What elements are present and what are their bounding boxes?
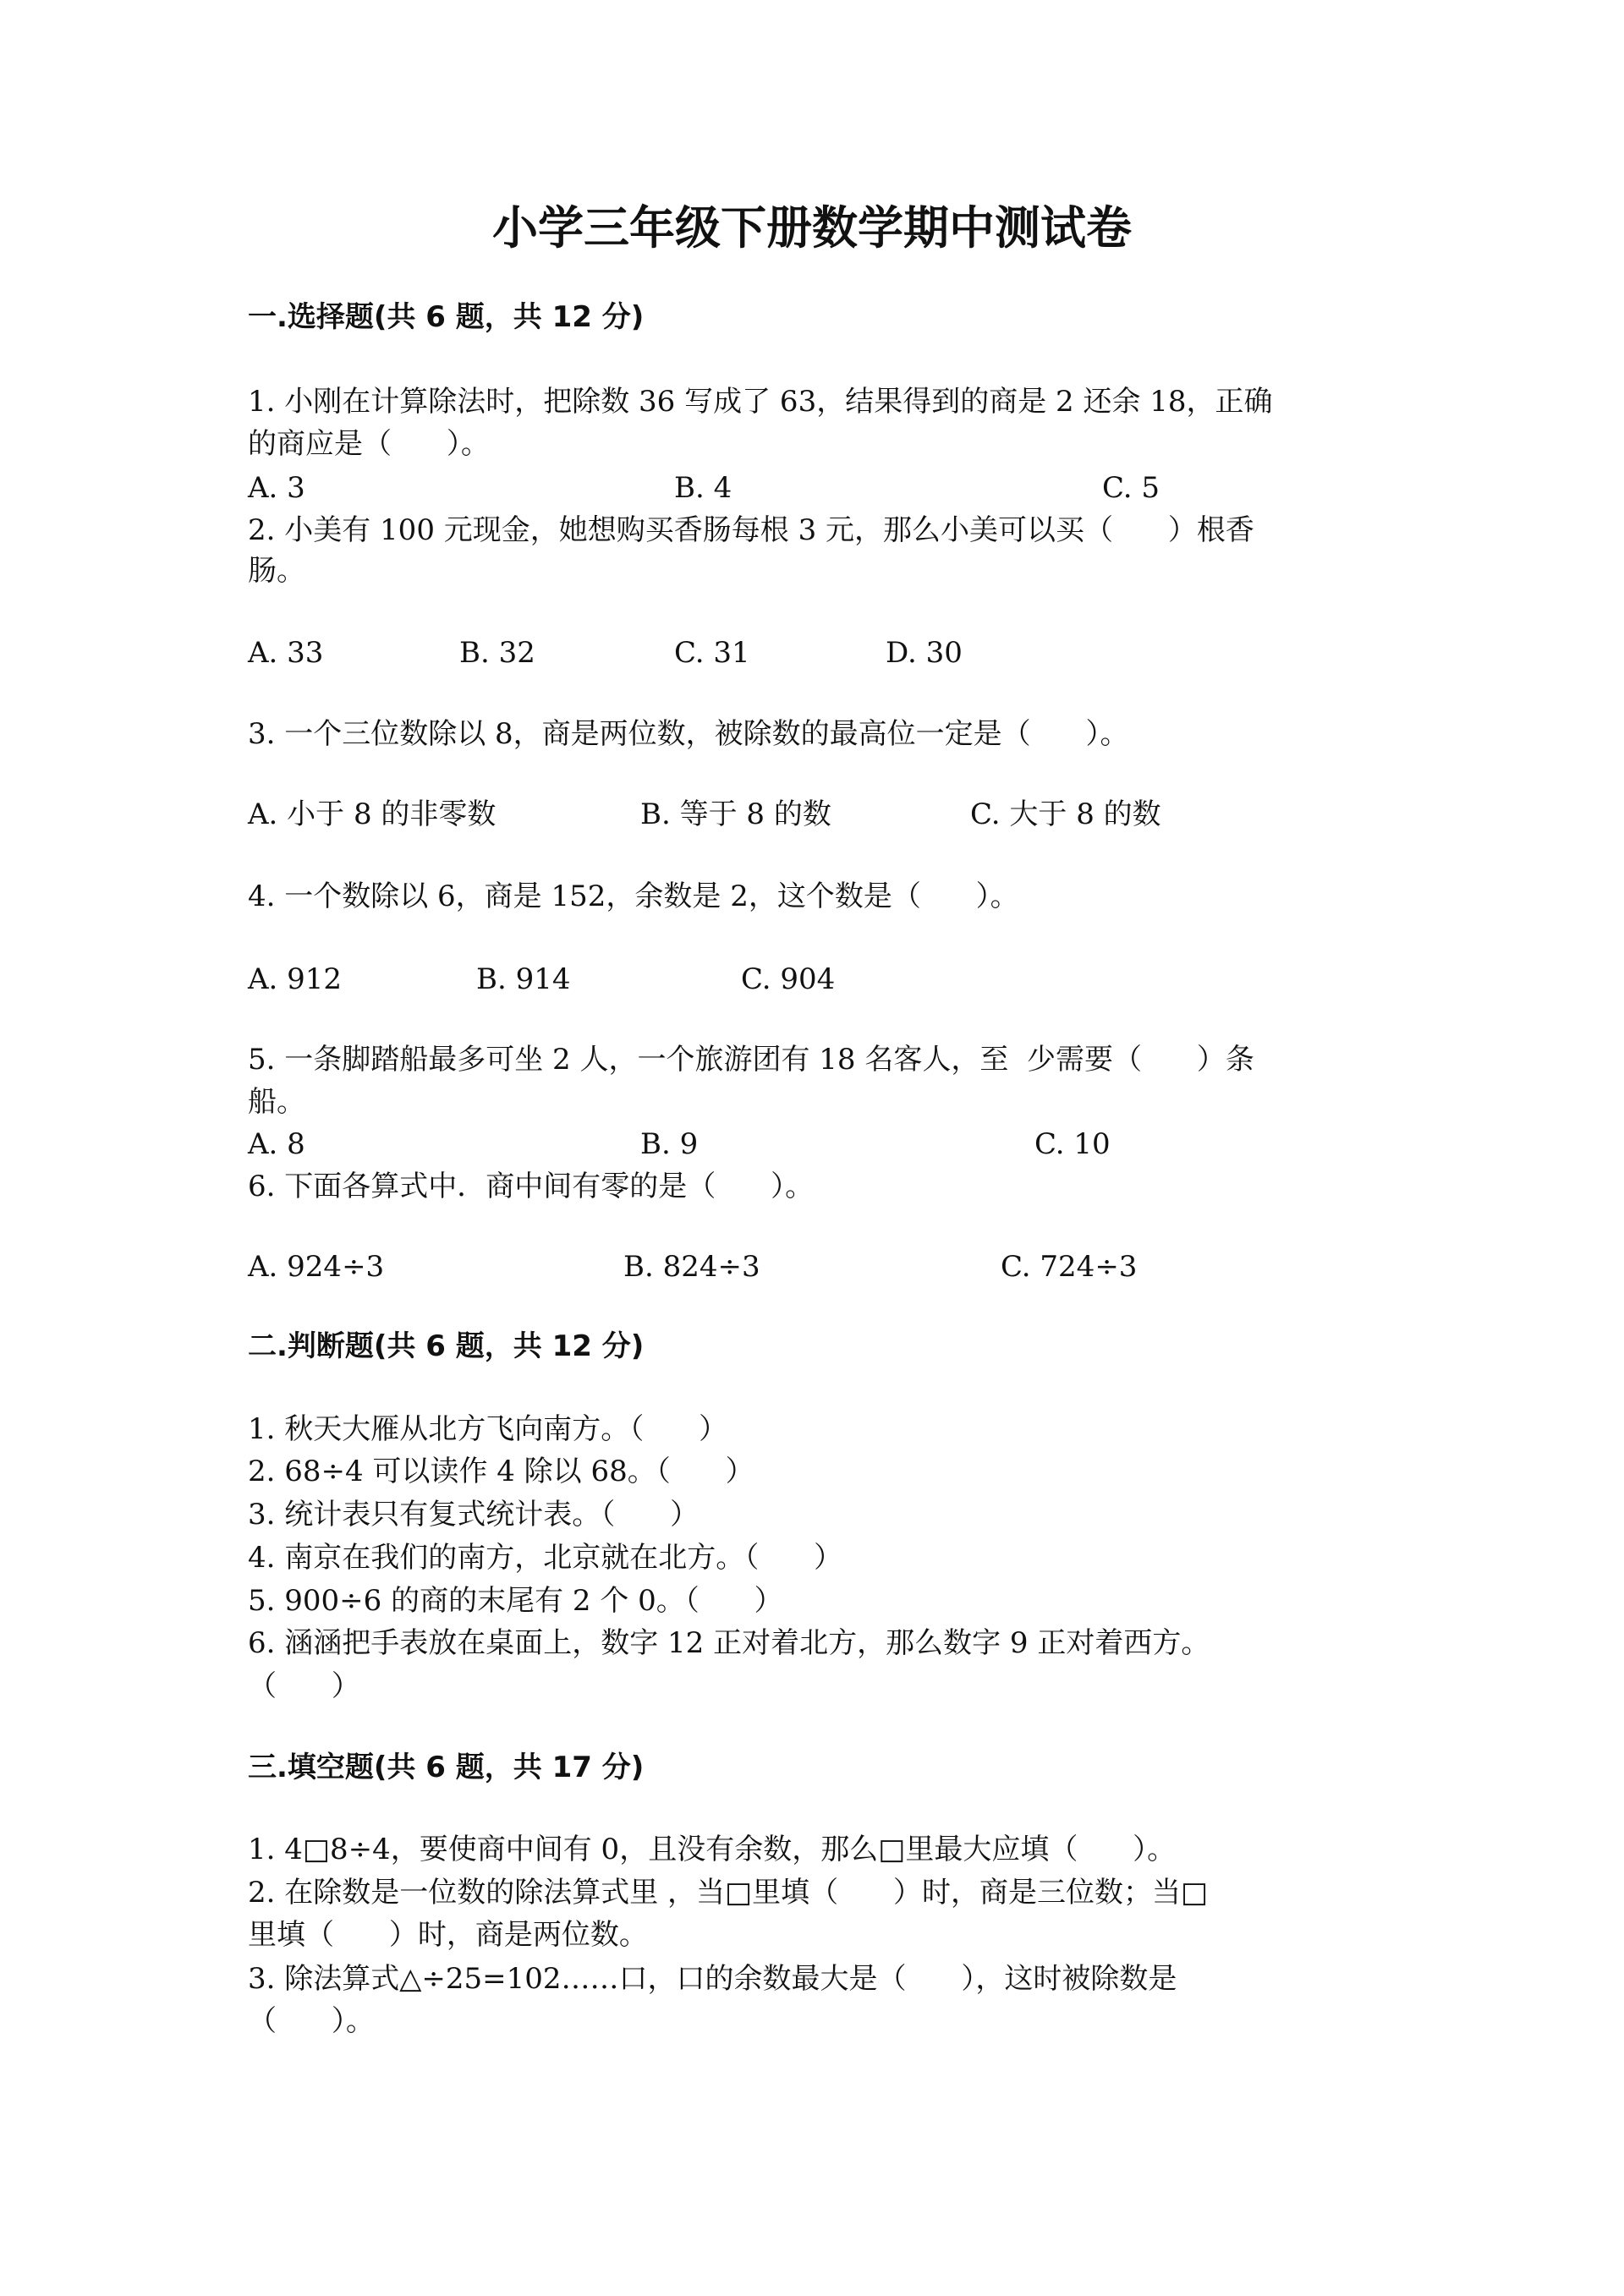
question-line: 4. 一个数除以 6，商是 152，余数是 2，这个数是（ ）。 <box>248 879 1019 913</box>
option-b: B. 914 <box>476 962 571 996</box>
option-c: C. 724÷3 <box>1001 1250 1138 1284</box>
fill-line: （ ）。 <box>248 2004 375 2038</box>
question-line: 船。 <box>248 1085 305 1119</box>
judge-line: 5. 900÷6 的商的末尾有 2 个 0。（ ） <box>248 1584 783 1618</box>
question-line: 6. 下面各算式中．商中间有零的是（ ）。 <box>248 1170 815 1203</box>
option-b: B. 9 <box>640 1127 699 1161</box>
question-line: 的商应是（ ）。 <box>248 427 490 461</box>
section-heading-choice: 一.选择题(共 6 题，共 12 分) <box>248 300 645 334</box>
option-a: A. 924÷3 <box>248 1250 385 1284</box>
fill-line: 里填（ ）时，商是两位数。 <box>248 1918 648 1952</box>
option-a: A. 8 <box>248 1127 305 1161</box>
option-b: B. 等于 8 的数 <box>640 797 831 831</box>
question-line: 2. 小美有 100 元现金，她想购买香肠每根 3 元，那么小美可以买（ ）根香 <box>248 513 1254 547</box>
question-line: 3. 一个三位数除以 8，商是两位数，被除数的最高位一定是（ ）。 <box>248 717 1129 751</box>
judge-line: 6. 涵涵把手表放在桌面上，数字 12 正对着北方，那么数字 9 正对着西方。 <box>248 1626 1210 1660</box>
option-c: C. 10 <box>1034 1127 1111 1161</box>
judge-line: （ ） <box>248 1669 360 1703</box>
judge-line: 4. 南京在我们的南方，北京就在北方。（ ） <box>248 1541 843 1575</box>
option-a: A. 33 <box>248 636 324 670</box>
option-c: C. 31 <box>674 636 750 670</box>
option-a: A. 912 <box>248 962 343 996</box>
question-line: 肠。 <box>248 554 305 588</box>
section-heading-fill: 三.填空题(共 6 题，共 17 分) <box>248 1751 645 1784</box>
fill-line: 1. 4□8÷4，要使商中间有 0，且没有余数，那么□里最大应填（ ）。 <box>248 1833 1177 1866</box>
option-b: B. 32 <box>459 636 535 670</box>
question-line: 5. 一条脚踏船最多可坐 2 人，一个旅游团有 18 名客人，至 少需要（ ）条 <box>248 1043 1254 1077</box>
judge-line: 3. 统计表只有复式统计表。（ ） <box>248 1498 700 1532</box>
option-d: D. 30 <box>886 636 963 670</box>
option-c: C. 大于 8 的数 <box>970 797 1161 831</box>
question-line: 1. 小刚在计算除法时，把除数 36 写成了 63，结果得到的商是 2 还余 18，正确 <box>248 385 1273 419</box>
option-c: C. 5 <box>1102 471 1160 505</box>
fill-line: 3. 除法算式△÷25=102……口，口的余数最大是（ ），这时被除数是 <box>248 1962 1177 1996</box>
page-title: 小学三年级下册数学期中测试卷 <box>492 201 1132 255</box>
option-a: A. 小于 8 的非零数 <box>248 797 497 831</box>
option-a: A. 3 <box>248 471 305 505</box>
option-b: B. 4 <box>674 471 732 505</box>
judge-line: 2. 68÷4 可以读作 4 除以 68。（ ） <box>248 1455 754 1488</box>
fill-line: 2. 在除数是一位数的除法算式里 ，当□里填（ ）时，商是三位数；当□ <box>248 1876 1209 1910</box>
judge-line: 1. 秋天大雁从北方飞向南方。（ ） <box>248 1412 728 1446</box>
option-c: C. 904 <box>741 962 836 996</box>
section-heading-judge: 二.判断题(共 6 题，共 12 分) <box>248 1329 645 1363</box>
option-b: B. 824÷3 <box>623 1250 760 1284</box>
